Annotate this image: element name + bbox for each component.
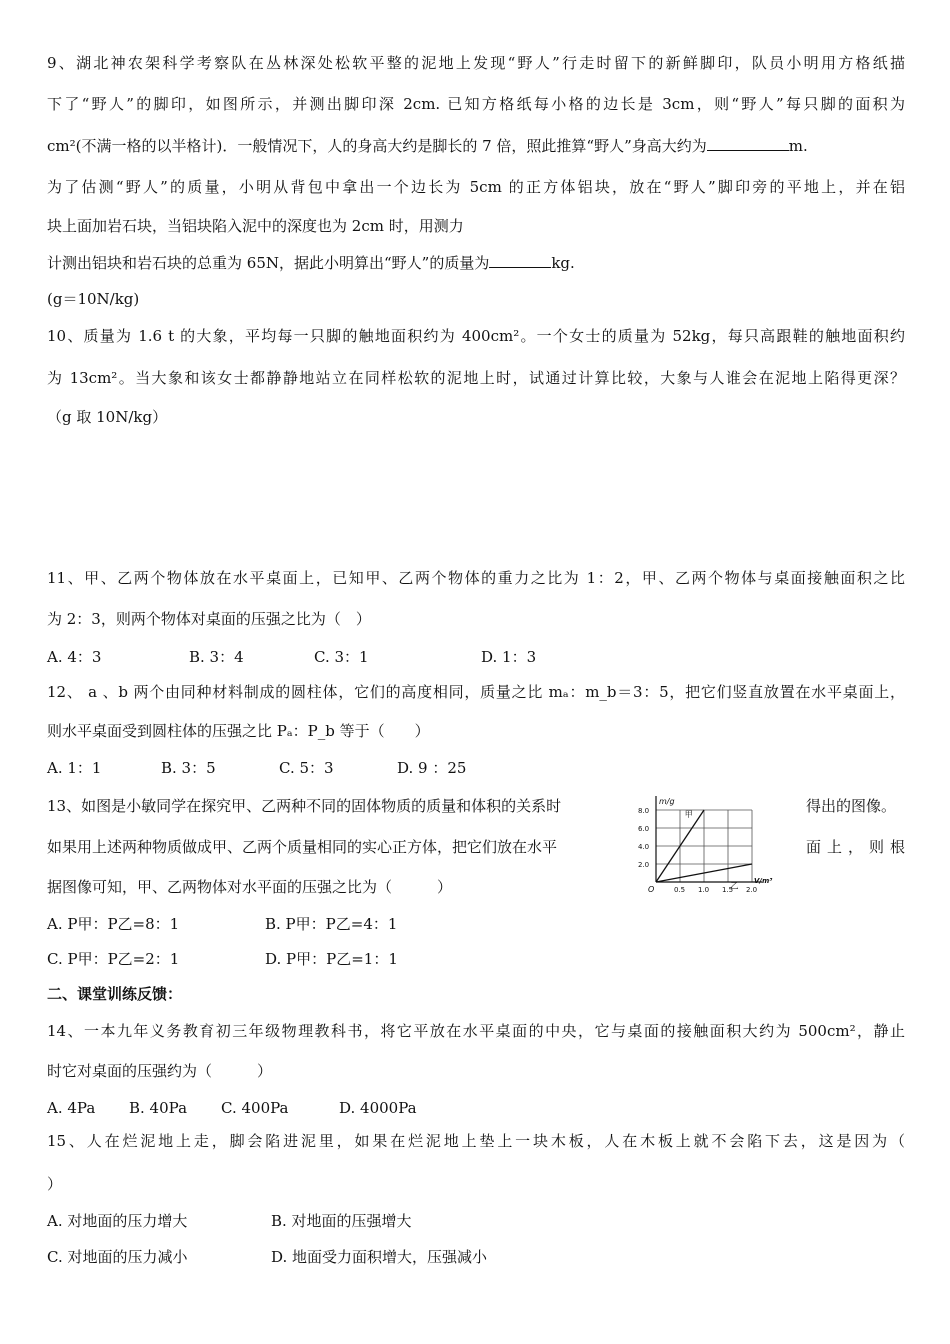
x-tick-label: 1.0	[698, 886, 710, 894]
y-tick-label: 2.0	[638, 861, 650, 869]
q11-option-c: C. 3：1	[314, 648, 369, 666]
q13-line1-left: 13、如图是小敏同学在探究甲、乙两种不同的固体物质的质量和体积的关系时	[47, 797, 562, 815]
q15-options-row2	[47, 1246, 487, 1268]
q9-line6-unit: kg.	[551, 254, 575, 272]
q15-line1: 15、人在烂泥地上走，脚会陷进泥里，如果在烂泥地上垫上一块木板，人在木板上就不会陷下去，这是因为（	[47, 1132, 905, 1150]
q15-option-b: B. 对地面的压强增大	[271, 1212, 412, 1230]
q9-line6-text: 计测出铝块和岩石块的总重为 65N，据此小明算出“野人”的质量为	[47, 254, 490, 272]
q12-line1: 12、 a 、b 两个由同种材料制成的圆柱体，它们的高度相同，质量之比 mₐ：m_b＝3：5，把它们竖直放置在水平桌面上，	[47, 683, 905, 701]
q15-option-d: D. 地面受力面积增大，压强减小	[271, 1248, 488, 1266]
series-label-jia: 甲	[684, 810, 693, 820]
q13-options-row1	[47, 913, 397, 935]
q9-line7: (g＝10N/kg)	[47, 290, 140, 308]
mass-answer-blank	[489, 253, 551, 268]
q12-option-a: A. 1：1	[47, 759, 102, 777]
q13-option-a: A. P甲：P乙=8：1	[47, 915, 180, 933]
origin-label: O	[648, 885, 655, 894]
q13-option-b: B. P甲：P乙=4：1	[265, 915, 398, 933]
q10-line3: （g 取 10N/kg）	[47, 408, 168, 426]
q10-line1: 10、质量为 1.6 t 的大象，平均每一只脚的触地面积约为 400cm²。一个女士的质量为 52kg，每只高跟鞋的触地面积约	[47, 327, 905, 345]
y-tick-label: 4.0	[638, 843, 650, 851]
mass-volume-graph	[634, 792, 782, 898]
q12-option-b: B. 3：5	[161, 759, 216, 777]
q12-line2: 则水平桌面受到圆柱体的压强之比 Pₐ：P_b 等于（ ）	[47, 722, 430, 740]
q11-line1: 11、甲、乙两个物体放在水平桌面上，已知甲、乙两个物体的重力之比为 1：2，甲、乙两个物体与桌面接触面积之比	[47, 569, 905, 587]
q13-line3: 据图像可知，甲、乙两物体对水平面的压强之比为（ ）	[47, 878, 453, 896]
q13-line2-left: 如果用上述两种物质做成甲、乙两个质量相同的实心正方体，把它们放在水平	[47, 838, 558, 856]
q11-option-a: A. 4：3	[47, 648, 102, 666]
q11-option-b: B. 3：4	[189, 648, 244, 666]
q11-option-d: D. 1：3	[481, 648, 537, 666]
q9-line4: 为了估测“野人”的质量，小明从背包中拿出一个边长为 5cm 的正方体铝块，放在“野人”脚印旁的平地上，并在铝	[47, 178, 905, 196]
q13-option-c: C. P甲：P乙=2：1	[47, 950, 180, 968]
q9-line3-unit: m.	[788, 137, 808, 155]
section-heading: 二、课堂训练反馈：	[47, 985, 183, 1003]
x-tick-label: 1.5	[722, 886, 734, 894]
graph-grid	[656, 810, 752, 882]
q14-option-d: D. 4000Pa	[339, 1099, 417, 1117]
q10-line2: 为 13cm²。当大象和该女士都静静地站立在同样松软的泥地上时，试通过计算比较，大象与人谁会在泥地上陷得更深？	[47, 369, 905, 387]
q13-line2-right: 面上，则根	[806, 838, 905, 856]
y-axis-label: m/g	[659, 797, 675, 806]
q12-option-c: C. 5：3	[279, 759, 334, 777]
q14-options	[47, 1097, 417, 1119]
x-tick-label: 0.5	[674, 886, 686, 894]
q14-option-b: B. 40Pa	[129, 1099, 188, 1117]
q15-options-row1	[47, 1210, 412, 1232]
q14-option-a: A. 4Pa	[47, 1099, 96, 1117]
q9-line2: 下了“野人”的脚印，如图所示，并测出脚印深 2cm. 已知方格纸每小格的边长是 3cm，则“野人”每只脚的面积为	[47, 95, 905, 113]
q15-option-a: A. 对地面的压力增大	[47, 1212, 188, 1230]
q12-options	[47, 757, 466, 779]
q9-line5: 块上面加岩石块，当铝块陷入泥中的深度也为 2cm 时，用测力	[47, 217, 464, 235]
q14-line2: 时它对桌面的压强约为（ ）	[47, 1062, 273, 1080]
q9-line6	[47, 252, 575, 274]
q13-option-d: D. P甲：P乙=1：1	[265, 950, 398, 968]
q9-line3-text: cm²(不满一格的以半格计)．一般情况下，人的身高大约是脚长的 7 倍，照此推算“野人”身高大约为	[47, 137, 707, 155]
y-tick-label: 6.0	[638, 825, 650, 833]
graph-axes	[656, 796, 762, 882]
q14-option-c: C. 400Pa	[221, 1099, 289, 1117]
q13-options-row2	[47, 948, 398, 970]
y-tick-label: 8.0	[638, 807, 650, 815]
q14-line1: 14、一本九年义务教育初三年级物理教科书，将它平放在水平桌面的中央，它与桌面的接触面积大约为 500cm²，静止	[47, 1022, 905, 1040]
q13-line1-right: 得出的图像。	[806, 797, 897, 815]
q15-line2: ）	[47, 1175, 63, 1193]
q12-option-d: D. 9 ：25	[397, 759, 467, 777]
x-tick-label: 2.0	[746, 886, 758, 894]
q9-line3	[47, 135, 808, 157]
q11-line2: 为 2：3，则两个物体对桌面的压强之比为（ ）	[47, 610, 371, 628]
q15-option-c: C. 对地面的压力减小	[47, 1248, 188, 1266]
height-answer-blank	[707, 136, 789, 151]
series-label-yi: 乙	[730, 881, 739, 891]
q11-options	[47, 646, 536, 668]
q9-line1: 9、湖北神农架科学考察队在丛林深处松软平整的泥地上发现“野人”行走时留下的新鲜脚印，队员小明用方格纸描	[47, 54, 905, 72]
x-axis-label: V/m³	[754, 877, 773, 885]
